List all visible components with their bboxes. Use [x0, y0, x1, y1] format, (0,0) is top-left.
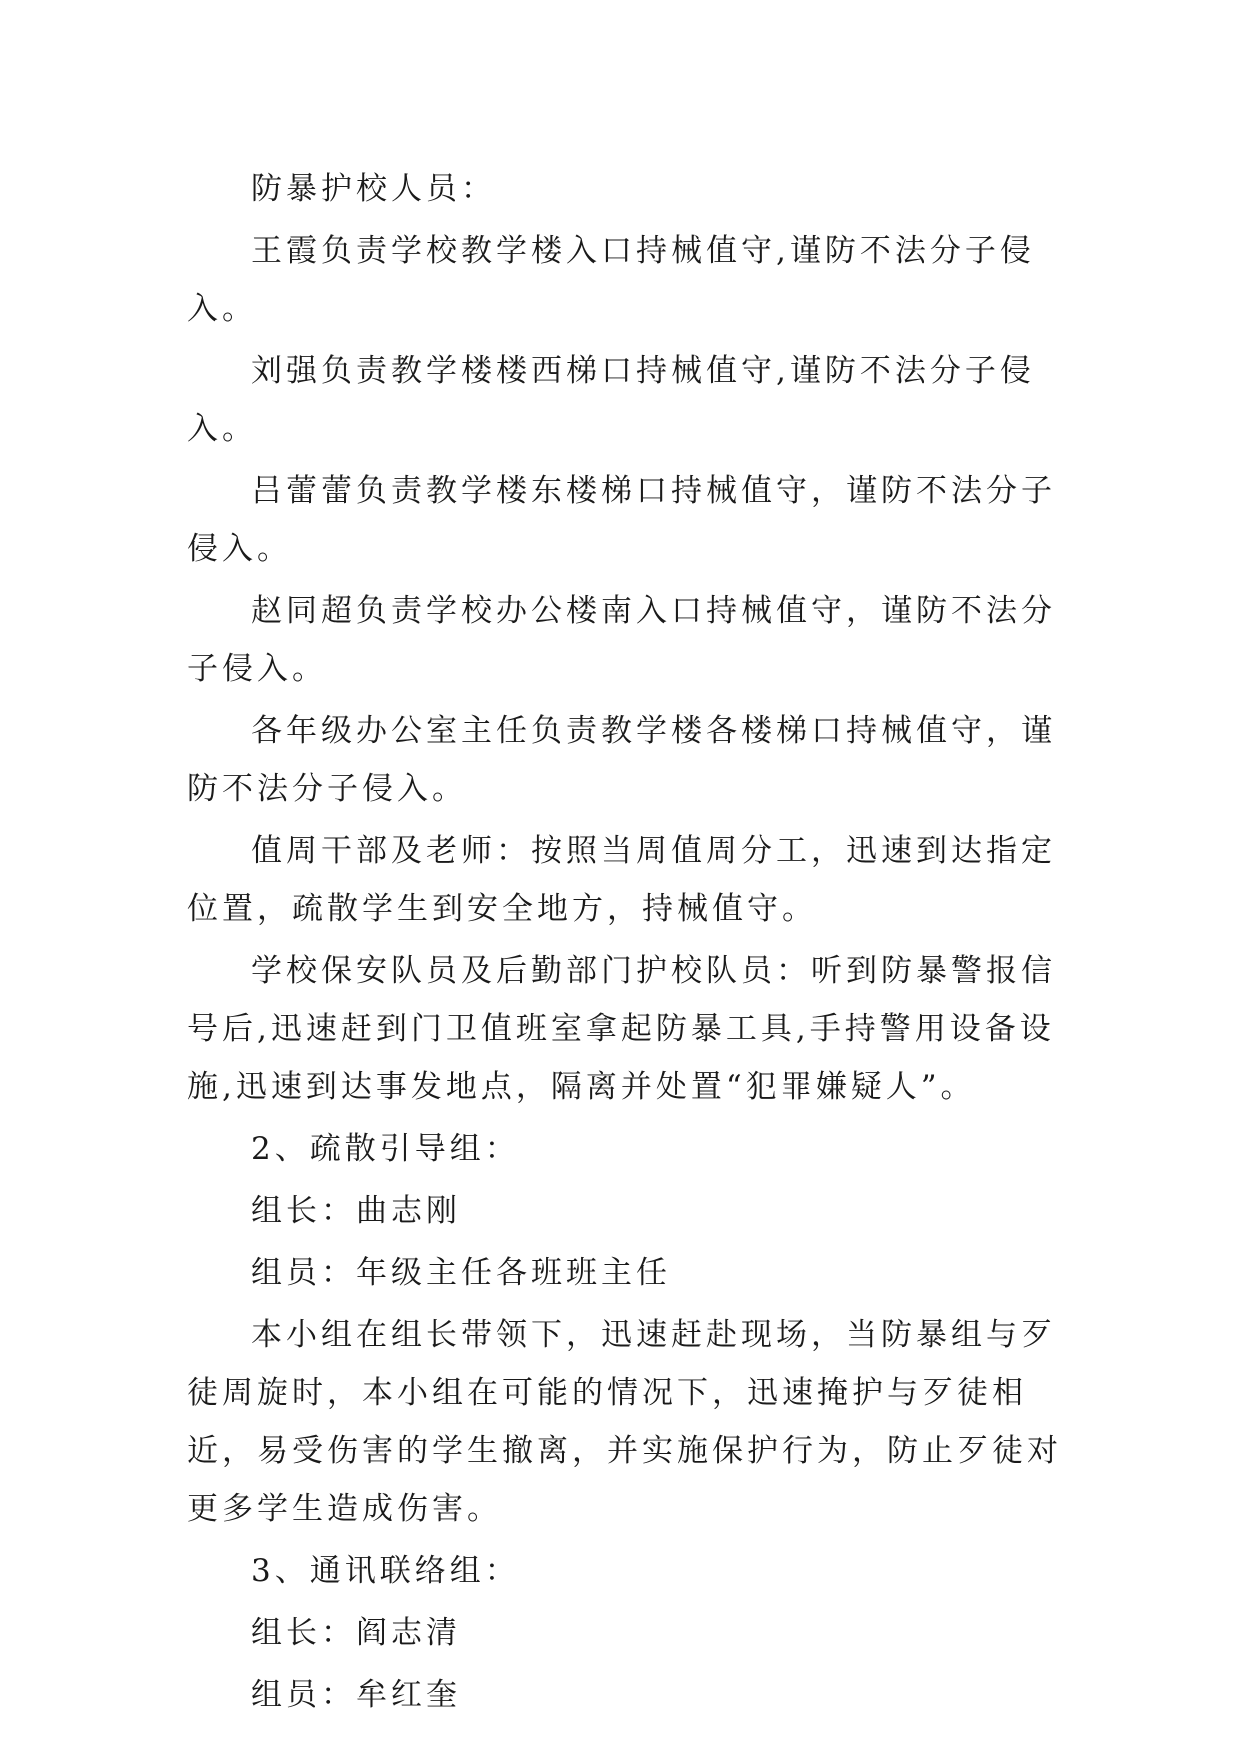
paragraph-heading-anti-riot-staff: 防暴护校人员： — [251, 171, 496, 207]
paragraph-evacuation-leader: 组长：曲志刚 — [251, 1193, 461, 1229]
paragraph-evacuation-duty: 本小组在组长带领下，迅速赶赴现场，当防暴组与歹徒周旋时，本小组在可能的情况下，迅速掩护与歹徒相近，易受伤害的学生撤离，并实施保护行为，防止歹徒对更多学生造成伤害。 — [187, 1317, 1062, 1527]
paragraph-duty-lv-leilei: 吕蕾蕾负责教学楼东楼梯口持械值守，谨防不法分子侵入。 — [187, 473, 1056, 567]
paragraph-communication-leader: 组长：阎志清 — [251, 1615, 461, 1651]
paragraph-duty-weekly-staff: 值周干部及老师：按照当周值周分工，迅速到达指定位置，疏散学生到安全地方，持械值守。 — [187, 833, 1056, 927]
paragraph-duty-grade-office-directors: 各年级办公室主任负责教学楼各楼梯口持械值守，谨防不法分子侵入。 — [187, 713, 1056, 807]
paragraph-duty-liu-qiang: 刘强负责教学楼楼西梯口持械值守,谨防不法分子侵入。 — [187, 353, 1035, 447]
paragraph-duty-security-team: 学校保安队员及后勤部门护校队员：听到防暴警报信号后,迅速赶到门卫值班室拿起防暴工具,手持警用设备设施,迅速到达事发地点，隔离并处置“犯罪嫌疑人”。 — [187, 953, 1056, 1105]
paragraph-duty-zhao-tongchao: 赵同超负责学校办公楼南入口持械值守，谨防不法分子侵入。 — [187, 593, 1056, 687]
paragraph-evacuation-members: 组员：年级主任各班班主任 — [251, 1255, 671, 1291]
paragraph-duty-wang-xia: 王霞负责学校教学楼入口持械值守,谨防不法分子侵入。 — [187, 233, 1035, 327]
paragraph-heading-evacuation-group: 2、疏散引导组： — [251, 1131, 520, 1167]
document-body — [187, 160, 1067, 1728]
paragraph-heading-communication-group: 3、通讯联络组： — [251, 1553, 520, 1589]
paragraph-communication-members: 组员：牟红奎 — [251, 1677, 461, 1713]
